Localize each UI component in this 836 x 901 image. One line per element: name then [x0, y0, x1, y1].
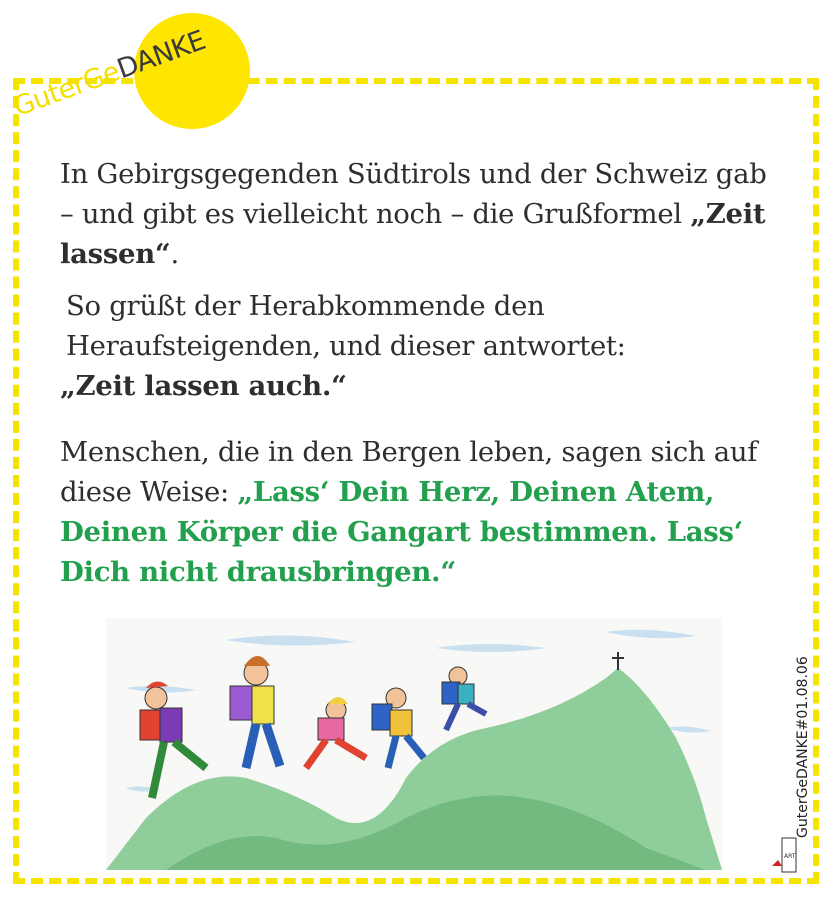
main-text: [60, 154, 780, 592]
logo-part2: DANKE: [113, 24, 210, 86]
paragraph-1: [60, 154, 780, 274]
paragraph-3: [60, 432, 780, 592]
paragraph-3-text: Menschen, die in den Bergen leben, sagen sich auf diese Weise:: [60, 436, 758, 508]
logo-part1: GuterGe: [9, 56, 124, 123]
hikers-illustration: [106, 618, 722, 870]
svg-text:ART: ART: [784, 853, 796, 860]
paragraph-3-quote: „Lass‘ Dein Herz, Deinen Atem, Deinen Körper die Gangart bestimmen. Lass‘ Dich nicht drausbringen.“: [60, 476, 743, 588]
paragraph-1-end: .: [170, 238, 179, 270]
paragraph-2: [60, 286, 780, 406]
paragraph-1-text: In Gebirgsgegenden Südtirols und der Schweiz gab – und gibt es vielleicht noch – die Grußformel: [60, 158, 767, 230]
hikers-mountain-image: [106, 618, 722, 870]
paragraph-2-text: So grüßt der Herabkommende den Heraufsteigenden, und dieser antwortet:: [66, 290, 626, 362]
art-logo-icon: [770, 836, 798, 874]
paragraph-2-quote: „Zeit lassen auch.“: [60, 370, 347, 402]
paragraph-1-quote: „Zeit lassen“: [60, 198, 766, 270]
side-code: GuterGeDANKE#01.08.06: [795, 656, 811, 838]
